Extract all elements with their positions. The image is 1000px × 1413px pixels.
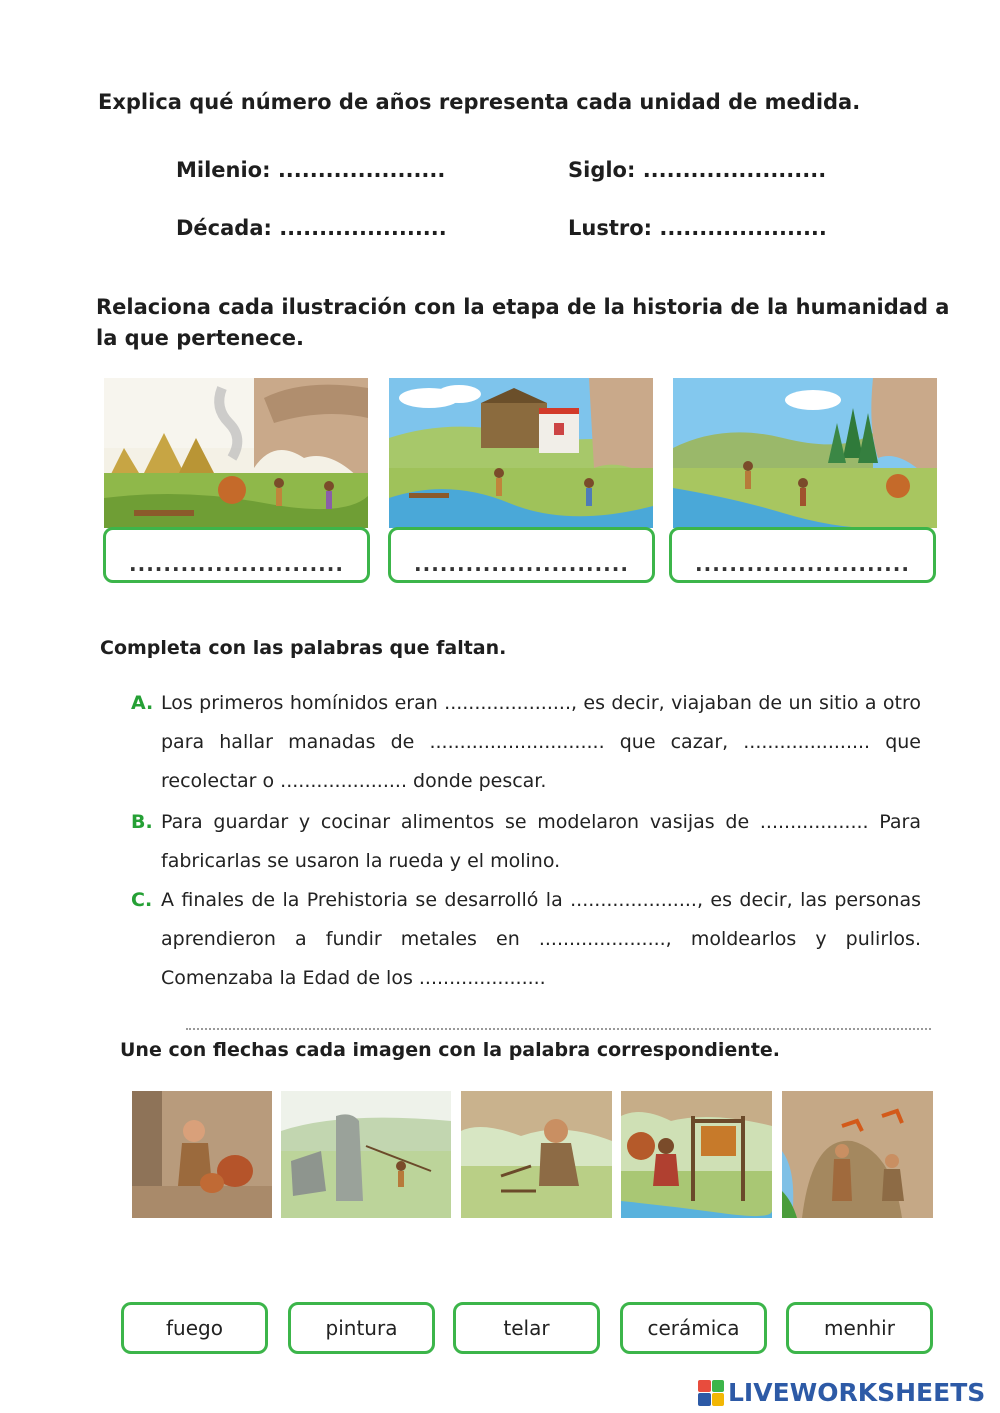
liveworksheets-icon: [698, 1380, 724, 1406]
scene-neolithic-village: [104, 378, 368, 528]
fill-item-c[interactable]: [131, 881, 921, 998]
item-text-c: A finales de la Prehistoria se desarrolló la ....................., es decir, las personas aprendieron a fundir metales en ....................., moldearlos y pulirlos. Comenzaba la Edad de los .....................: [161, 889, 921, 989]
word-fuego[interactable]: fuego: [121, 1302, 268, 1354]
stage-answer-1: .........................: [129, 552, 344, 576]
section2-heading: Relaciona cada ilustración con la etapa de la historia de la humanidad a la que pertenece.: [96, 295, 950, 350]
word-telar[interactable]: telar: [453, 1302, 600, 1354]
scene-paleolithic-camp: [673, 378, 937, 528]
stage-answer-box-1[interactable]: [103, 527, 370, 583]
stage-answer-3: .........................: [695, 552, 910, 576]
item-letter-a: A.: [131, 692, 154, 714]
image-menhir: [281, 1091, 451, 1218]
stage-answer-2: .........................: [414, 552, 629, 576]
liveworksheets-logo: [698, 1378, 985, 1407]
item-text-a: Los primeros homínidos eran ....................., es decir, viajaban de un sitio a otro para hallar manadas de ............................. que cazar, ..................... que recolectar o ..................... donde pescar.: [161, 692, 921, 792]
brand-name: LIVEWORKSHEETS: [728, 1378, 986, 1407]
stage-answer-box-3[interactable]: [669, 527, 936, 583]
image-loom: [621, 1091, 772, 1218]
fill-item-b[interactable]: [131, 803, 921, 881]
word-ceramica[interactable]: cerámica: [620, 1302, 767, 1354]
fill-item-a[interactable]: [131, 684, 921, 801]
section4-heading: Une con flechas cada imagen con la palabra correspondiente.: [120, 1039, 781, 1061]
milenio-blank[interactable]: Milenio: .....................: [176, 158, 446, 182]
image-cave-painting: [782, 1091, 933, 1218]
word-menhir[interactable]: menhir: [786, 1302, 933, 1354]
decada-blank[interactable]: Década: .....................: [176, 216, 447, 240]
item-letter-c: C.: [131, 889, 153, 911]
stage-answer-box-2[interactable]: [388, 527, 655, 583]
lustro-blank[interactable]: Lustro: .....................: [568, 216, 827, 240]
image-pottery: [132, 1091, 272, 1218]
section-divider: [186, 1028, 931, 1030]
word-pintura[interactable]: pintura: [288, 1302, 435, 1354]
section3-heading: Completa con las palabras que faltan.: [100, 637, 507, 659]
siglo-blank[interactable]: Siglo: .......................: [568, 158, 827, 182]
section1-heading: Explica qué número de años representa cada unidad de medida.: [98, 90, 861, 114]
scene-metal-age-settlement: [389, 378, 653, 528]
item-text-b: Para guardar y cocinar alimentos se modelaron vasijas de .................. Para fabricarlas se usaron la rueda y el molino.: [161, 811, 921, 872]
item-letter-b: B.: [131, 811, 153, 833]
image-fire: [461, 1091, 612, 1218]
